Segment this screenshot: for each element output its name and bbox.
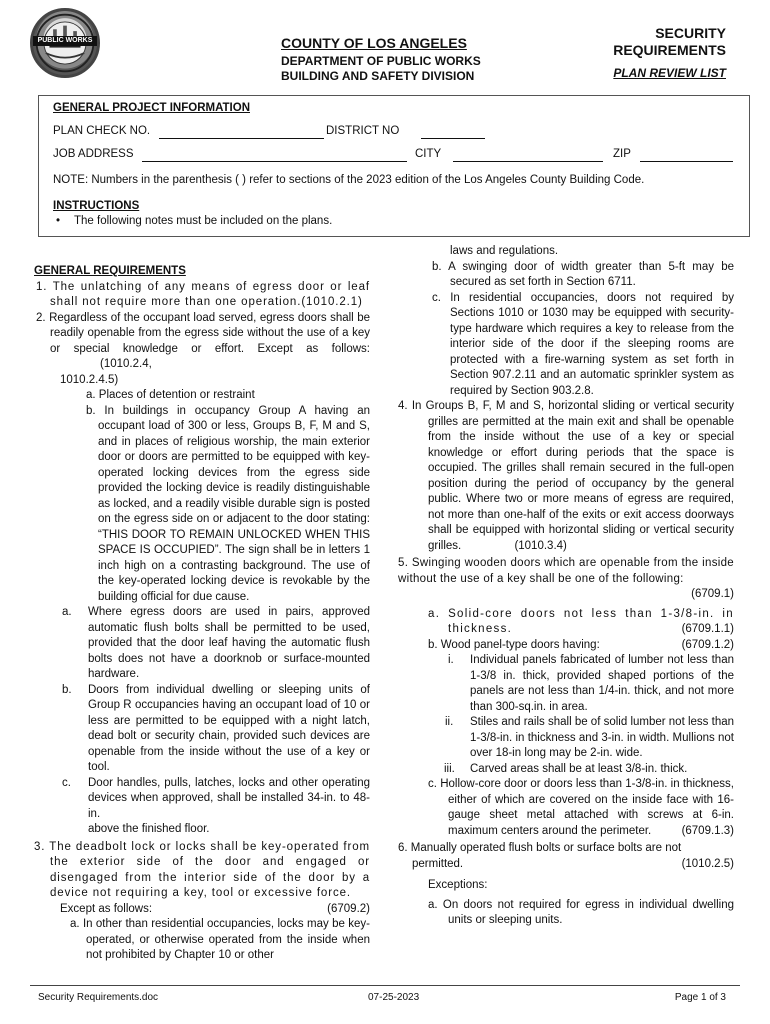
- requirement-3-exceptions: [34, 902, 370, 918]
- requirement-5a: a. Solid-core doors not less than 1-3/8-in. in thickness.: [428, 607, 734, 635]
- requirement-5b-text: b. Wood panel-type doors having:: [428, 638, 600, 651]
- requirement-5a-ref: (6709.1.1): [681, 623, 734, 635]
- requirement-3-ref: (6709.2): [327, 902, 370, 915]
- requirement-5b-ref: (6709.1.2): [681, 638, 734, 651]
- requirement-5b-i-text: Individual panels fabricated of lumber not less than 1-3/8 in. thick, provided shaped portions of the panels are not less than 1/4-in. thick, and not more than 300-sq.in. in area.: [470, 654, 734, 713]
- logo-label: PUBLIC WORKS: [33, 36, 97, 46]
- requirement-5-ref: (6709.1): [691, 588, 734, 600]
- division-name: BUILDING AND SAFETY DIVISION: [281, 69, 475, 83]
- requirement-2: [34, 311, 370, 373]
- job-address-label: JOB ADDRESS: [53, 148, 134, 160]
- sub-item-c-text: Door handles, pulls, latches, locks and other operating devices when approved, shall be installed 34-in. to 48-in.: [88, 776, 370, 820]
- requirement-5b-iii-label: iii.: [444, 762, 455, 775]
- requirement-3-except-label: Except as follows:: [60, 902, 153, 915]
- instructions-heading: INSTRUCTIONS: [53, 200, 140, 212]
- requirement-6-ref: (1010.2.5): [681, 857, 734, 870]
- requirement-5: 5. Swinging wooden doors which are openable from the inside without the use of a key shall be one of the following:: [398, 557, 734, 585]
- requirement-5b-ii-text: Stiles and rails shall be of solid lumber not less than 1-3/8-in. in thickness and 3-in. in width. Mullions not over 18-in long may be 2-in. wide.: [470, 716, 735, 759]
- sub-item-a-text: Where egress doors are used in pairs, approved automatic flush bolts shall be permitted to be used, provided that the door leaf having the automatic flush bolts does not have a doorknob or surface-mounted hardware.: [88, 606, 370, 680]
- zip-field[interactable]: [640, 149, 733, 162]
- instruction-item: The following notes must be included on the plans.: [74, 215, 333, 227]
- requirement-3c: c. In residential occupancies, doors not required by Sections 1010 or 1030 may be equipped with security-type hardware which requires a key to release from the interior side of the door if the sleeping rooms are protected with a fire-warning system as set forth in Section 907.2.11 and an automatic sprinkler system as required by Section 903.2.8.: [432, 291, 734, 397]
- requirement-5b-iii: [398, 762, 734, 778]
- requirement-1: 1. The unlatching of any means of egress door or leaf shall not require more than one operation.(1010.2.1): [36, 280, 370, 308]
- county-title: COUNTY OF LOS ANGELES: [281, 35, 467, 51]
- requirement-4: [398, 399, 734, 554]
- requirement-2a: a. Places of detention or restraint: [86, 389, 255, 401]
- requirement-3: 3. The deadbolt lock or locks shall be key-operated from the exterior side of the door and engaged or disengaged from the interior side of the door by a device not requiring a key, tool or excessive force.: [34, 840, 370, 899]
- sub-item-c-label: c.: [62, 776, 71, 789]
- requirement-5c-ref: (6709.1.3): [681, 824, 734, 837]
- right-column: [398, 244, 734, 929]
- district-field[interactable]: [421, 126, 485, 139]
- district-label: DISTRICT NO: [326, 125, 400, 137]
- requirement-5b-iii-text: Carved areas shall be at least 3/8-in. thick.: [470, 762, 688, 775]
- department-name: DEPARTMENT OF PUBLIC WORKS: [281, 54, 481, 68]
- sub-item-a-label: a.: [62, 606, 72, 618]
- sub-item-a: [34, 605, 370, 683]
- doc-title-line2: REQUIREMENTS: [613, 42, 726, 58]
- job-address-field[interactable]: [142, 149, 407, 162]
- sub-item-b-text: Doors from individual dwelling or sleeping units of Group R occupancies having an occupant load of 10 or less are permitted to be equipped with a night latch, dead bolt or security chain, provided such devices are openable from the inside without the use of a key or tool.: [88, 683, 370, 773]
- exceptions-label: Exceptions:: [428, 879, 488, 891]
- requirement-6: 6. Manually operated flush bolts or surface bolts are not permitted.: [398, 842, 682, 870]
- exception-a: a. On doors not required for egress in individual dwelling units or sleeping units.: [428, 898, 734, 926]
- sub-item-b: [34, 683, 370, 776]
- footer-filename: Security Requirements.doc: [38, 992, 159, 1003]
- requirement-2-ref-cont: 1010.2.4.5): [60, 373, 119, 386]
- requirement-3a-cont: laws and regulations.: [450, 245, 559, 257]
- requirement-5b: [398, 638, 734, 654]
- info-heading: GENERAL PROJECT INFORMATION: [53, 102, 250, 114]
- plan-check-label: PLAN CHECK NO.: [53, 125, 151, 137]
- requirement-5b-ii: [398, 715, 734, 762]
- city-field[interactable]: [453, 149, 603, 162]
- requirement-2b: b. In buildings in occupancy Group A having an occupant load of 300 or less, Groups B, F, M and S, and in places of religious worship, the main exterior door or doors are permitted to be equipped with key-operated locking devices from the egress side provided the locking device is readily distinguishable as locked, and a readily visible durable sign is posted on the egress side on or adjacent to the door stating: “THIS DOOR TO REMAIN UNLOCKED WHEN THIS SPACE IS OCCUPIED”. The sign shall be in letters 1 inch high on a contrasting background. The use of the key-operated locking device is revokable by the building official for due cause.: [86, 404, 370, 603]
- city-label: CITY: [415, 148, 442, 160]
- requirement-3a: a. In other than residential occupancies, locks may be key-operated, or otherwise operated from the inside when not prohibited by Chapter 10 or other: [70, 918, 370, 961]
- doc-subtitle: PLAN REVIEW LIST: [613, 66, 726, 80]
- code-note: NOTE: Numbers in the parenthesis ( ) refer to sections of the 2023 edition of the Los Angeles County Building Code.: [53, 174, 645, 186]
- general-requirements-heading: GENERAL REQUIREMENTS: [34, 265, 186, 277]
- requirement-2-text: 2. Regardless of the occupant load served, egress doors shall be readily openable from the egress side without the use of a key or special knowledge or effort. Except as follows:: [36, 311, 370, 355]
- plan-check-field[interactable]: [159, 126, 324, 139]
- doc-title-line1: SECURITY: [655, 25, 726, 41]
- zip-label: ZIP: [613, 148, 631, 160]
- sub-item-b-label: b.: [62, 683, 72, 696]
- bullet-icon: •: [56, 215, 61, 227]
- footer-date: 07-25-2023: [368, 992, 420, 1003]
- requirement-3b: b. A swinging door of width greater than 5-ft may be secured as set forth in Section 6711.: [432, 260, 734, 288]
- requirement-2-ref: (1010.2.4,: [100, 358, 152, 370]
- requirement-5b-i-label: i.: [448, 654, 454, 666]
- requirement-5c: c. Hollow-core door or doors less than 1-3/8-in. in thickness, either of which are covered on the inside face with 16-gauge sheet metal attached with screws at 6-in. maximum centers around the perimeter.: [428, 778, 734, 837]
- footer-divider: [30, 985, 740, 986]
- requirement-5b-i: [398, 653, 734, 715]
- sub-item-c-text-cont: above the finished floor.: [88, 823, 210, 835]
- requirement-4-ref: (1010.3.4): [514, 539, 567, 552]
- requirement-5b-ii-label: ii.: [445, 716, 454, 728]
- requirement-4-text: 4. In Groups B, F, M and S, horizontal sliding or vertical security grilles are permitted at the main exit and shall be openable from the inside without the use of a key or special knowledge or effort during periods that the space is occupied. The grilles shall remain secured in the full-open position during the period of occupancy by the general public. Where two or more means of egress are required, not more than one-half of the exits or exit access doorways shall be equipped with horizontal sliding or vertical security grilles.: [398, 400, 734, 552]
- left-column: [34, 264, 370, 964]
- sub-item-c: [34, 776, 370, 838]
- footer-page-number: Page 1 of 3: [674, 992, 726, 1003]
